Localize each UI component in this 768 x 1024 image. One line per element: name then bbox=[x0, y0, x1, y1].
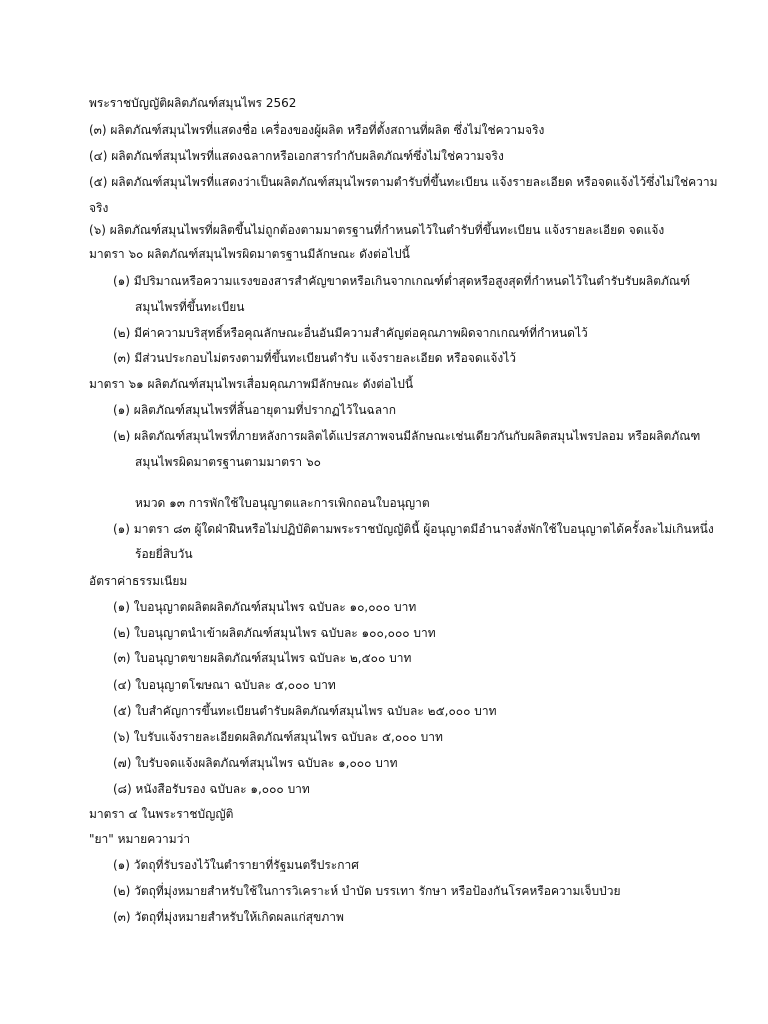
section-heading: อัตราค่าธรรมเนียม bbox=[89, 574, 188, 588]
fee-item: (๔) ใบอนุญาตโฆษณา ฉบับละ ๕,๐๐๐ บาท bbox=[113, 678, 336, 692]
section-heading: มาตรา ๖๑ ผลิตภัณฑ์สมุนไพรเสื่อมคุณภาพมีลักษณะ ดังต่อไปนี้ bbox=[89, 377, 414, 391]
list-item: (๒) วัตถุที่มุ่งหมายสำหรับใช้ในการวิเคราะห์ บำบัด บรรเทา รักษา หรือป้องกันโรคหรือความเจ็บป่วย bbox=[113, 884, 621, 898]
text-line: (๕) ผลิตภัณฑ์สมุนไพรที่แสดงว่าเป็นผลิตภัณฑ์สมุนไพรตามตำรับที่ขึ้นทะเบียน แจ้งรายละเอียด หรือจดแจ้งไว้ซึ่งไม่ใช่ความ bbox=[89, 175, 718, 189]
list-item: (๒) ผลิตภัณฑ์สมุนไพรที่ภายหลังการผลิตได้แปรสภาพจนมีลักษณะเช่นเดียวกันกับผลิตสมุนไพรปลอม หรือผลิตภัณฑ bbox=[113, 429, 701, 443]
text-line: (๔) ผลิตภัณฑ์สมุนไพรที่แสดงฉลากหรือเอกสารกำกับผลิตภัณฑ์ซึ่งไม่ใช่ความจริง bbox=[89, 149, 504, 163]
document-title: พระราชบัญญัติผลิตภัณฑ์สมุนไพร 2562 bbox=[89, 96, 297, 110]
fee-item: (๕) ใบสำคัญการขึ้นทะเบียนตำรับผลิตภัณฑ์สมุนไพร ฉบับละ ๒๕,๐๐๐ บาท bbox=[113, 704, 497, 718]
fee-item: (๗) ใบรับจดแจ้งผลิตภัณฑ์สมุนไพร ฉบับละ ๑,๐๐๐ บาท bbox=[113, 756, 398, 770]
list-item: (๓) มีส่วนประกอบไม่ตรงตามที่ขึ้นทะเบียนตำรับ แจ้งรายละเอียด หรือจดแจ้งไว้ bbox=[113, 351, 517, 365]
chapter-heading: หมวด ๑๓ การพักใช้ใบอนุญาตและการเพิกถอนใบอนุญาต bbox=[135, 496, 430, 510]
text-line: (๓) ผลิตภัณฑ์สมุนไพรที่แสดงชื่อ เครื่องของผู้ผลิต หรือที่ตั้งสถานที่ผลิต ซึ่งไม่ใช่ความจริง bbox=[89, 123, 545, 137]
fee-item: (๘) หนังสือรับรอง ฉบับละ ๑,๐๐๐ บาท bbox=[113, 782, 310, 796]
section-heading: มาตรา ๔ ในพระราชบัญญัติ bbox=[89, 807, 234, 821]
list-item-continuation: สมุนไพรที่ขึ้นทะเบียน bbox=[135, 300, 245, 314]
text-line: (๖) ผลิตภัณฑ์สมุนไพรที่ผลิตขึ้นไม่ถูกต้องตามมาตรฐานที่กำหนดไว้ในตำรับที่ขึ้นทะเบียน แจ้งรายละเอียด จดแจ้ง bbox=[89, 223, 665, 237]
list-item: (๑) วัตถุที่รับรองไว้ในตำรายาที่รัฐมนตรีประกาศ bbox=[113, 858, 359, 872]
list-item: (๑) มีปริมาณหรือความแรงของสารสำคัญขาดหรือเกินจากเกณฑ์ต่ำสุดหรือสูงสุดที่กำหนดไว้ในตำรับรับผลิตภัณฑ์ bbox=[113, 274, 691, 288]
fee-item: (๓) ใบอนุญาตขายผลิตภัณฑ์สมุนไพร ฉบับละ ๒,๕๐๐ บาท bbox=[113, 651, 412, 665]
section-heading: มาตรา ๖๐ ผลิตภัณฑ์สมุนไพรผิดมาตรฐานมีลักษณะ ดังต่อไปนี้ bbox=[89, 247, 410, 261]
text-line: จริง bbox=[89, 201, 109, 215]
list-item-continuation: ร้อยยี่สิบวัน bbox=[135, 547, 193, 561]
list-item: (๒) มีค่าความบริสุทธิ์หรือคุณลักษณะอื่นอันมีความสำคัญต่อคุณภาพผิดจากเกณฑ์ที่กำหนดไว้ bbox=[113, 326, 588, 340]
list-item-continuation: สมุนไพรผิดมาตรฐานตามมาตรา ๖๐ bbox=[135, 455, 321, 469]
list-item: (๑) ผลิตภัณฑ์สมุนไพรที่สิ้นอายุตามที่ปรากฏไว้ในฉลาก bbox=[113, 403, 397, 417]
definition-heading: "ยา" หมายความว่า bbox=[89, 832, 191, 846]
fee-item: (๖) ใบรับแจ้งรายละเอียดผลิตภัณฑ์สมุนไพร ฉบับละ ๕,๐๐๐ บาท bbox=[113, 730, 443, 744]
fee-item: (๑) ใบอนุญาตผลิตผลิตภัณฑ์สมุนไพร ฉบับละ ๑๐,๐๐๐ บาท bbox=[113, 600, 417, 614]
list-item: (๓) วัตถุที่มุ่งหมายสำหรับให้เกิดผลแก่สุขภาพ bbox=[113, 910, 344, 924]
fee-item: (๒) ใบอนุญาตนำเข้าผลิตภัณฑ์สมุนไพร ฉบับละ ๑๐๐,๐๐๐ บาท bbox=[113, 626, 436, 640]
list-item: (๑) มาตรา ๘๓ ผู้ใดฝ่าฝืนหรือไม่ปฏิบัติตามพระราชบัญญัตินี้ ผู้อนุญาตมีอำนาจสั่งพักใช้ใบอนุญาตได้ครั้งละไม่เกินหนึ่ง bbox=[113, 522, 714, 536]
